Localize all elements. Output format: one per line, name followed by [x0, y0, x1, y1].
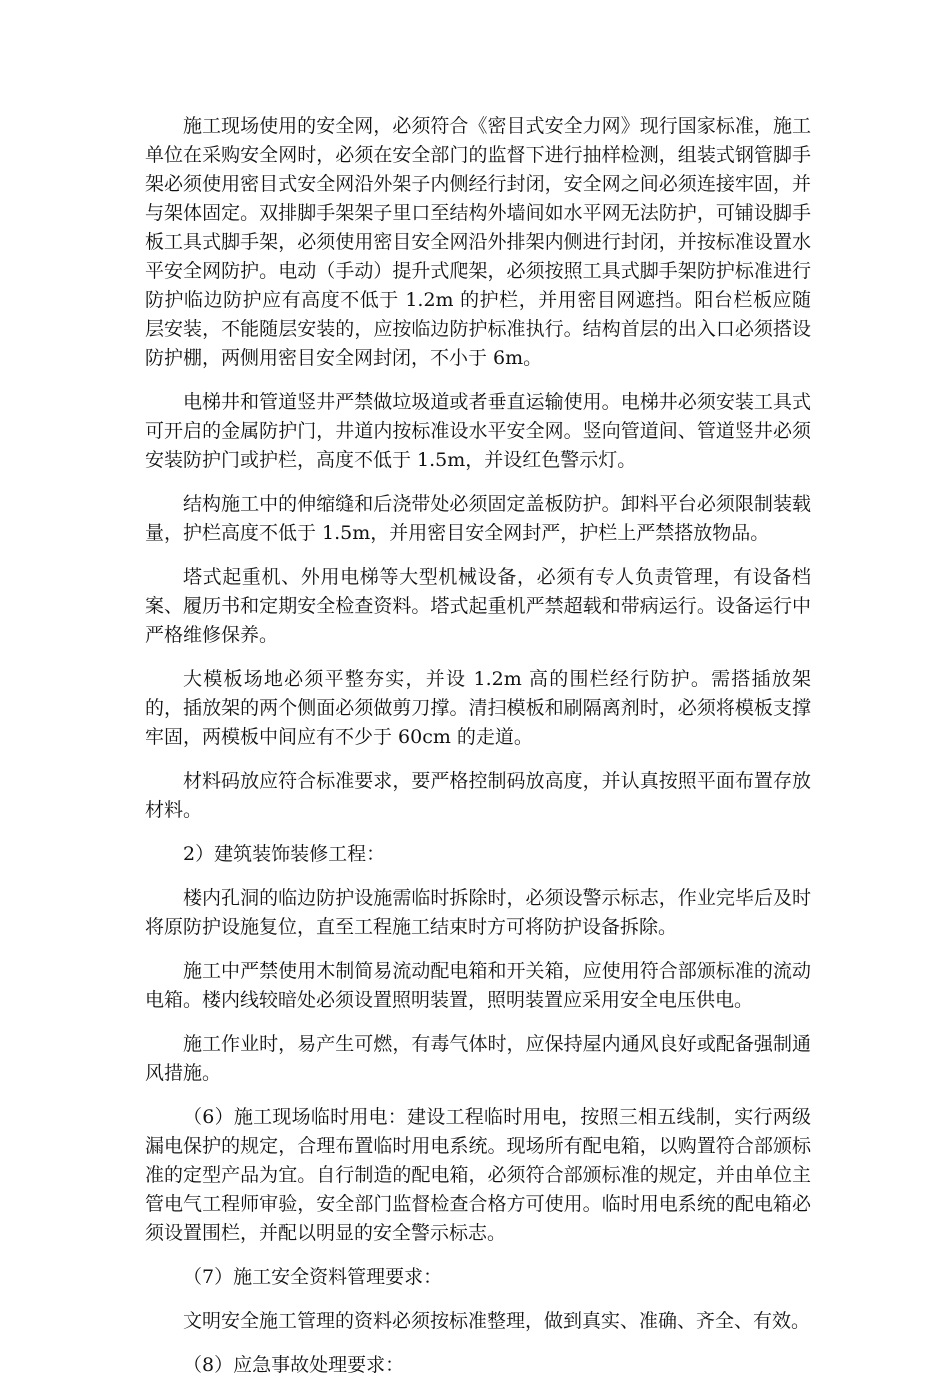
document-page [145, 112, 811, 1395]
heading-safety-records: （7）施工安全资料管理要求： [183, 1266, 443, 1288]
heading-emergency-handling: （8）应急事故处理要求： [183, 1354, 405, 1376]
paragraph-elevator-shaft: 电梯井和管道竖井严禁做垃圾道或者垂直运输使用。电梯井必须安装工具式可开启的金属防护门，井道内按标准设水平安全网。竖向管道间、管道竖井必须安装防护门或护栏，高度不低于 1.5m，并设红色警示灯。 [145, 391, 811, 471]
paragraph-temporary-power: （6）施工现场临时用电：建设工程临时用电，按照三相五线制，实行两级漏电保护的规定，合理布置临时用电系统。现场所有配电箱，以购置符合部颁标准的定型产品为宜。自行制造的配电箱，必须符合部颁标准的规定，并由单位主管电气工程师审验，安全部门监督检查合格方可使用。临时用电系统的配电箱必须设置围栏，并配以明显的安全警示标志。 [145, 1106, 811, 1244]
paragraph-floor-openings: 楼内孔洞的临边防护设施需临时拆除时，必须设警示标志，作业完毕后及时将原防护设施复位，直至工程施工结束时方可将防护设备拆除。 [145, 887, 811, 938]
paragraph-expansion-joint: 结构施工中的伸缩缝和后浇带处必须固定盖板防护。卸料平台必须限制装载量，护栏高度不低于 1.5m，并用密目安全网封严，护栏上严禁搭放物品。 [145, 493, 811, 544]
paragraph-material-stacking: 材料码放应符合标准要求，要严格控制码放高度，并认真按照平面布置存放材料。 [145, 770, 811, 821]
paragraph-ventilation: 施工作业时，易产生可燃，有毒气体时，应保持屋内通风良好或配备强制通风措施。 [145, 1033, 811, 1084]
paragraph-large-formwork: 大模板场地必须平整夯实，并设 1.2m 高的围栏经行防护。需搭插放架的，插放架的两个侧面必须做剪刀撑。清扫模板和刷隔离剂时，必须将模板支撑牢固，两模板中间应有不少于 60cm 的走道。 [145, 668, 811, 748]
paragraph-records-standard: 文明安全施工管理的资料必须按标准整理，做到真实、准确、齐全、有效。 [183, 1310, 811, 1332]
paragraph-distribution-box: 施工中严禁使用木制简易流动配电箱和开关箱，应使用符合部颁标准的流动电箱。楼内线较暗处必须设置照明装置，照明装置应采用安全电压供电。 [145, 960, 811, 1011]
heading-decoration-works: 2）建筑装饰装修工程： [183, 843, 386, 865]
paragraph-safety-net: 施工现场使用的安全网，必须符合《密目式安全力网》现行国家标准，施工单位在采购安全网时，必须在安全部门的监督下进行抽样检测，组装式钢管脚手架必须使用密目式安全网沿外架子内侧经行封闭，安全网之间必须连接牢固，并与架体固定。双排脚手架架子里口至结构外墙间如水平网无法防护，可铺设脚手板工具式脚手架，必须使用密目安全网沿外排架内侧进行封闭，并按标准设置水平安全网防护。电动（手动）提升式爬架，必须按照工具式脚手架防护标准进行防护临边防护应有高度不低于 1.2m 的护栏，并用密目网遮挡。阳台栏板应随层安装，不能随层安装的，应按临边防护标准执行。结构首层的出入口必须搭设防护棚，两侧用密目安全网封闭，不小于 6m。 [145, 115, 811, 369]
paragraph-tower-crane: 塔式起重机、外用电梯等大型机械设备，必须有专人负责管理，有设备档案、履历书和定期安全检查资料。塔式起重机严禁超载和带病运行。设备运行中严格维修保养。 [145, 566, 811, 646]
